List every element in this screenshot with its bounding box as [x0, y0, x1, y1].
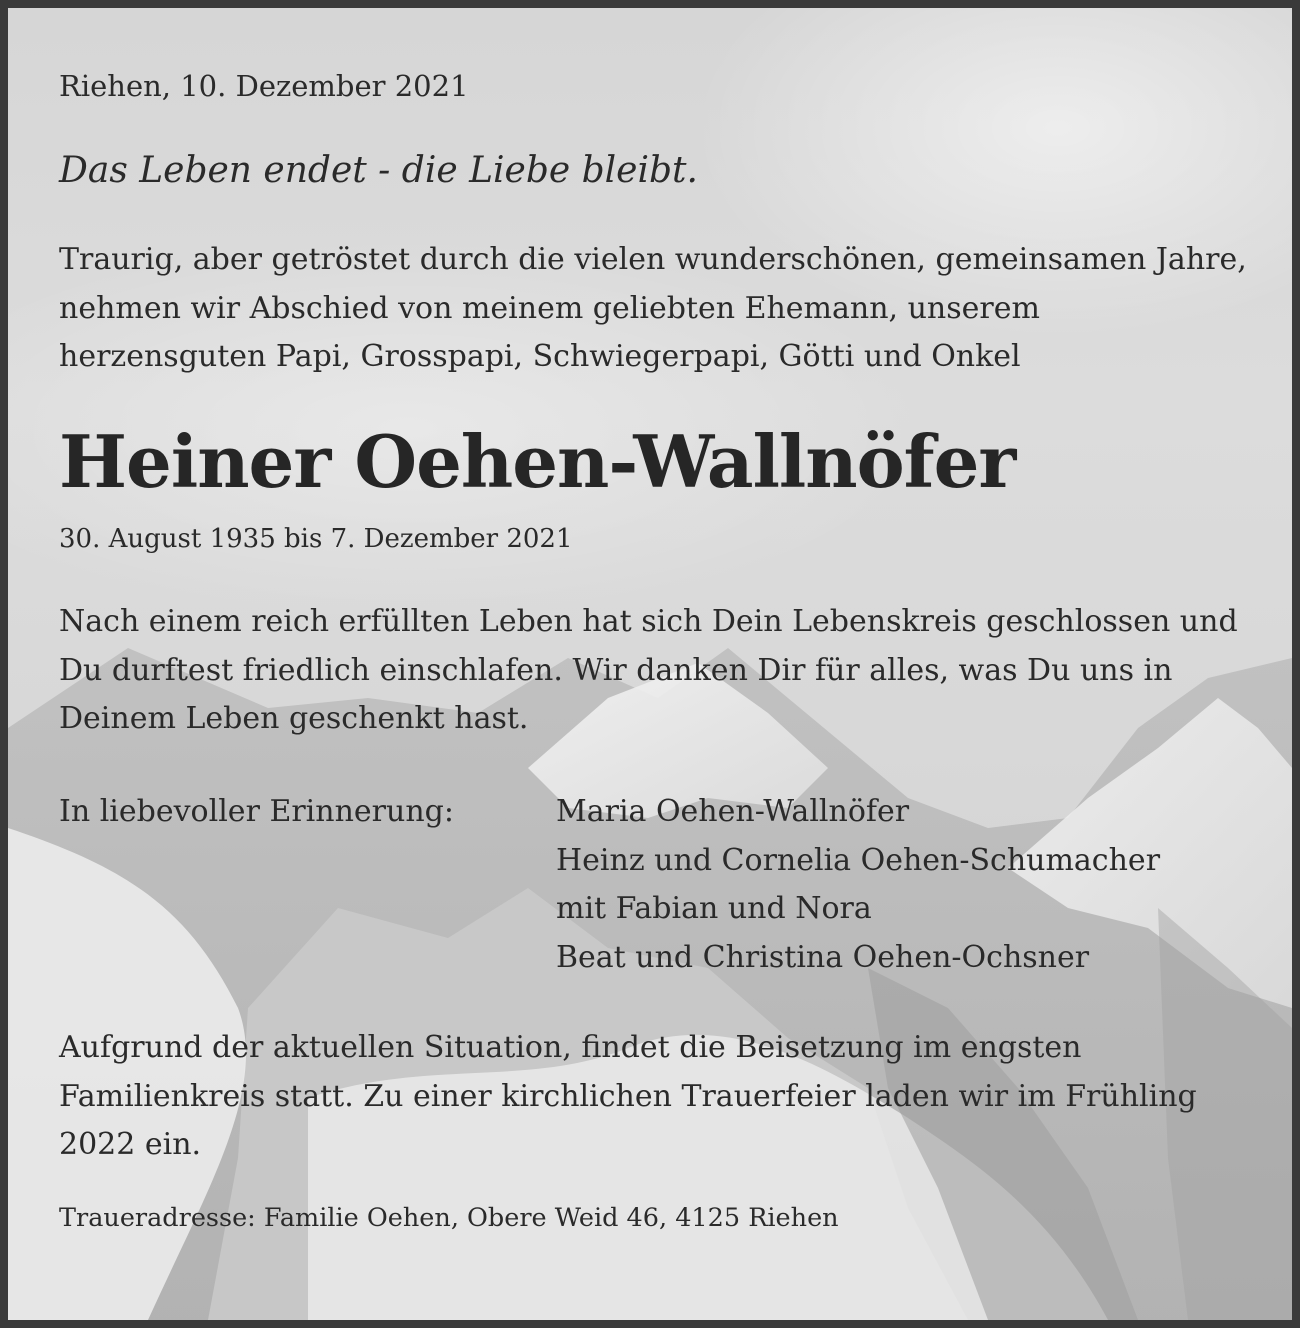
tribute-paragraph: Nach einem reich erfüllten Leben hat sich Dein Lebenskreis geschlossen und Du durftest friedlich einschlafen. Wir danken Dir für alles, was Du uns in Deinem Leben geschenkt hast.	[59, 604, 1238, 736]
place-and-date: Riehen, 10. Dezember 2021	[59, 69, 469, 103]
life-dates: 30. August 1935 bis 7. Dezember 2021	[59, 524, 573, 554]
mourner-entry: mit Fabian und Nora	[556, 891, 872, 926]
intro-paragraph: Traurig, aber getröstet durch die vielen wunderschönen, gemeinsamen Jahre, nehmen wir Abschied von meinem geliebten Ehemann, unserem herzensguten Papi, Grosspapi, Schwiegerpapi, Götti und Onkel	[59, 242, 1247, 374]
deceased-name: Heiner Oehen-Wallnöfer	[59, 419, 1016, 504]
mourner-entry: Maria Oehen-Wallnöfer	[556, 794, 910, 829]
mourner-entry: Beat und Christina Oehen-Ochsner	[556, 939, 1090, 975]
mourning-address: Traueradresse: Familie Oehen, Obere Weid 46, 4125 Riehen	[59, 1203, 839, 1233]
mourners-label: In liebevoller Erinnerung:	[59, 794, 454, 829]
funeral-note: Aufgrund der aktuellen Situation, findet die Beisetzung im engsten Familienkreis statt. Zu einer kirchlichen Trauerfeier laden wir im Frühling 2022 ein.	[59, 1030, 1197, 1162]
mourners-list	[556, 788, 1160, 982]
motto-quote: Das Leben endet - die Liebe bleibt.	[59, 150, 698, 191]
mourner-entry: Heinz und Cornelia Oehen-Schumacher	[556, 842, 1161, 878]
